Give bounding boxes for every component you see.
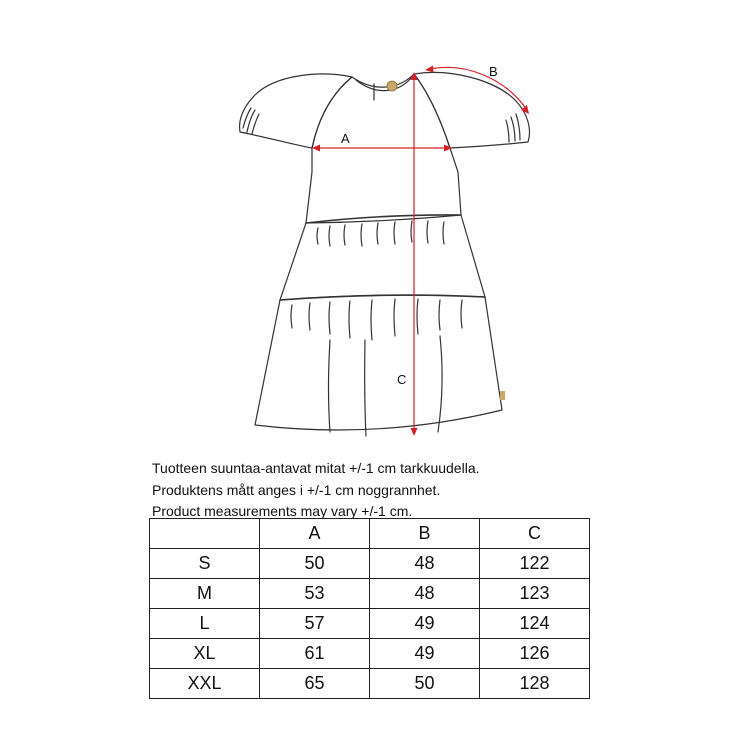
table-cell: S [150,549,260,579]
table-cell: XXL [150,669,260,699]
table-cell: L [150,609,260,639]
table-cell: 61 [260,639,370,669]
table-cell: 50 [370,669,480,699]
note-finnish: Tuotteen suuntaa-antavat mitat +/-1 cm tarkkuudella. [152,460,480,476]
table-cell: 53 [260,579,370,609]
note-swedish: Produktens mått anges i +/-1 cm noggrannhet. [152,481,441,498]
seam-1 [306,215,461,223]
note-english: Product measurements may vary +/-1 cm. [152,503,413,519]
table-cell: M [150,579,260,609]
table-cell: 50 [260,549,370,579]
table-cell: 57 [260,609,370,639]
table-cell: 65 [260,669,370,699]
neck-tag-icon [387,81,397,91]
seam-2 [280,295,485,300]
measure-b-line [430,67,527,110]
measure-b-label: B [489,64,498,79]
tier-2 [255,297,502,430]
table-cell: 49 [370,609,480,639]
table-row [150,549,590,579]
table-row [150,609,590,639]
size-table [149,518,590,699]
table-cell: 49 [370,639,480,669]
table-cell: 123 [480,579,590,609]
neckline [356,78,411,91]
table-row [150,639,590,669]
table-header: B [370,519,480,549]
table-cell: 48 [370,549,480,579]
right-sleeve [414,72,529,148]
tier-1 [280,215,485,300]
table-row [150,669,590,699]
table-cell: 124 [480,609,590,639]
side-tag-icon [500,391,505,400]
measure-c-label: C [397,372,407,387]
table-cell: 126 [480,639,590,669]
table-row [150,579,590,609]
measure-a-label: A [341,131,350,146]
table-header: A [260,519,370,549]
table-header [150,519,260,549]
table-cell: 128 [480,669,590,699]
left-sleeve [240,74,352,148]
table-cell: 122 [480,549,590,579]
table-header-row [150,519,590,549]
measurement-notes [152,458,480,523]
table-header: C [480,519,590,549]
table-cell: XL [150,639,260,669]
table-cell: 48 [370,579,480,609]
